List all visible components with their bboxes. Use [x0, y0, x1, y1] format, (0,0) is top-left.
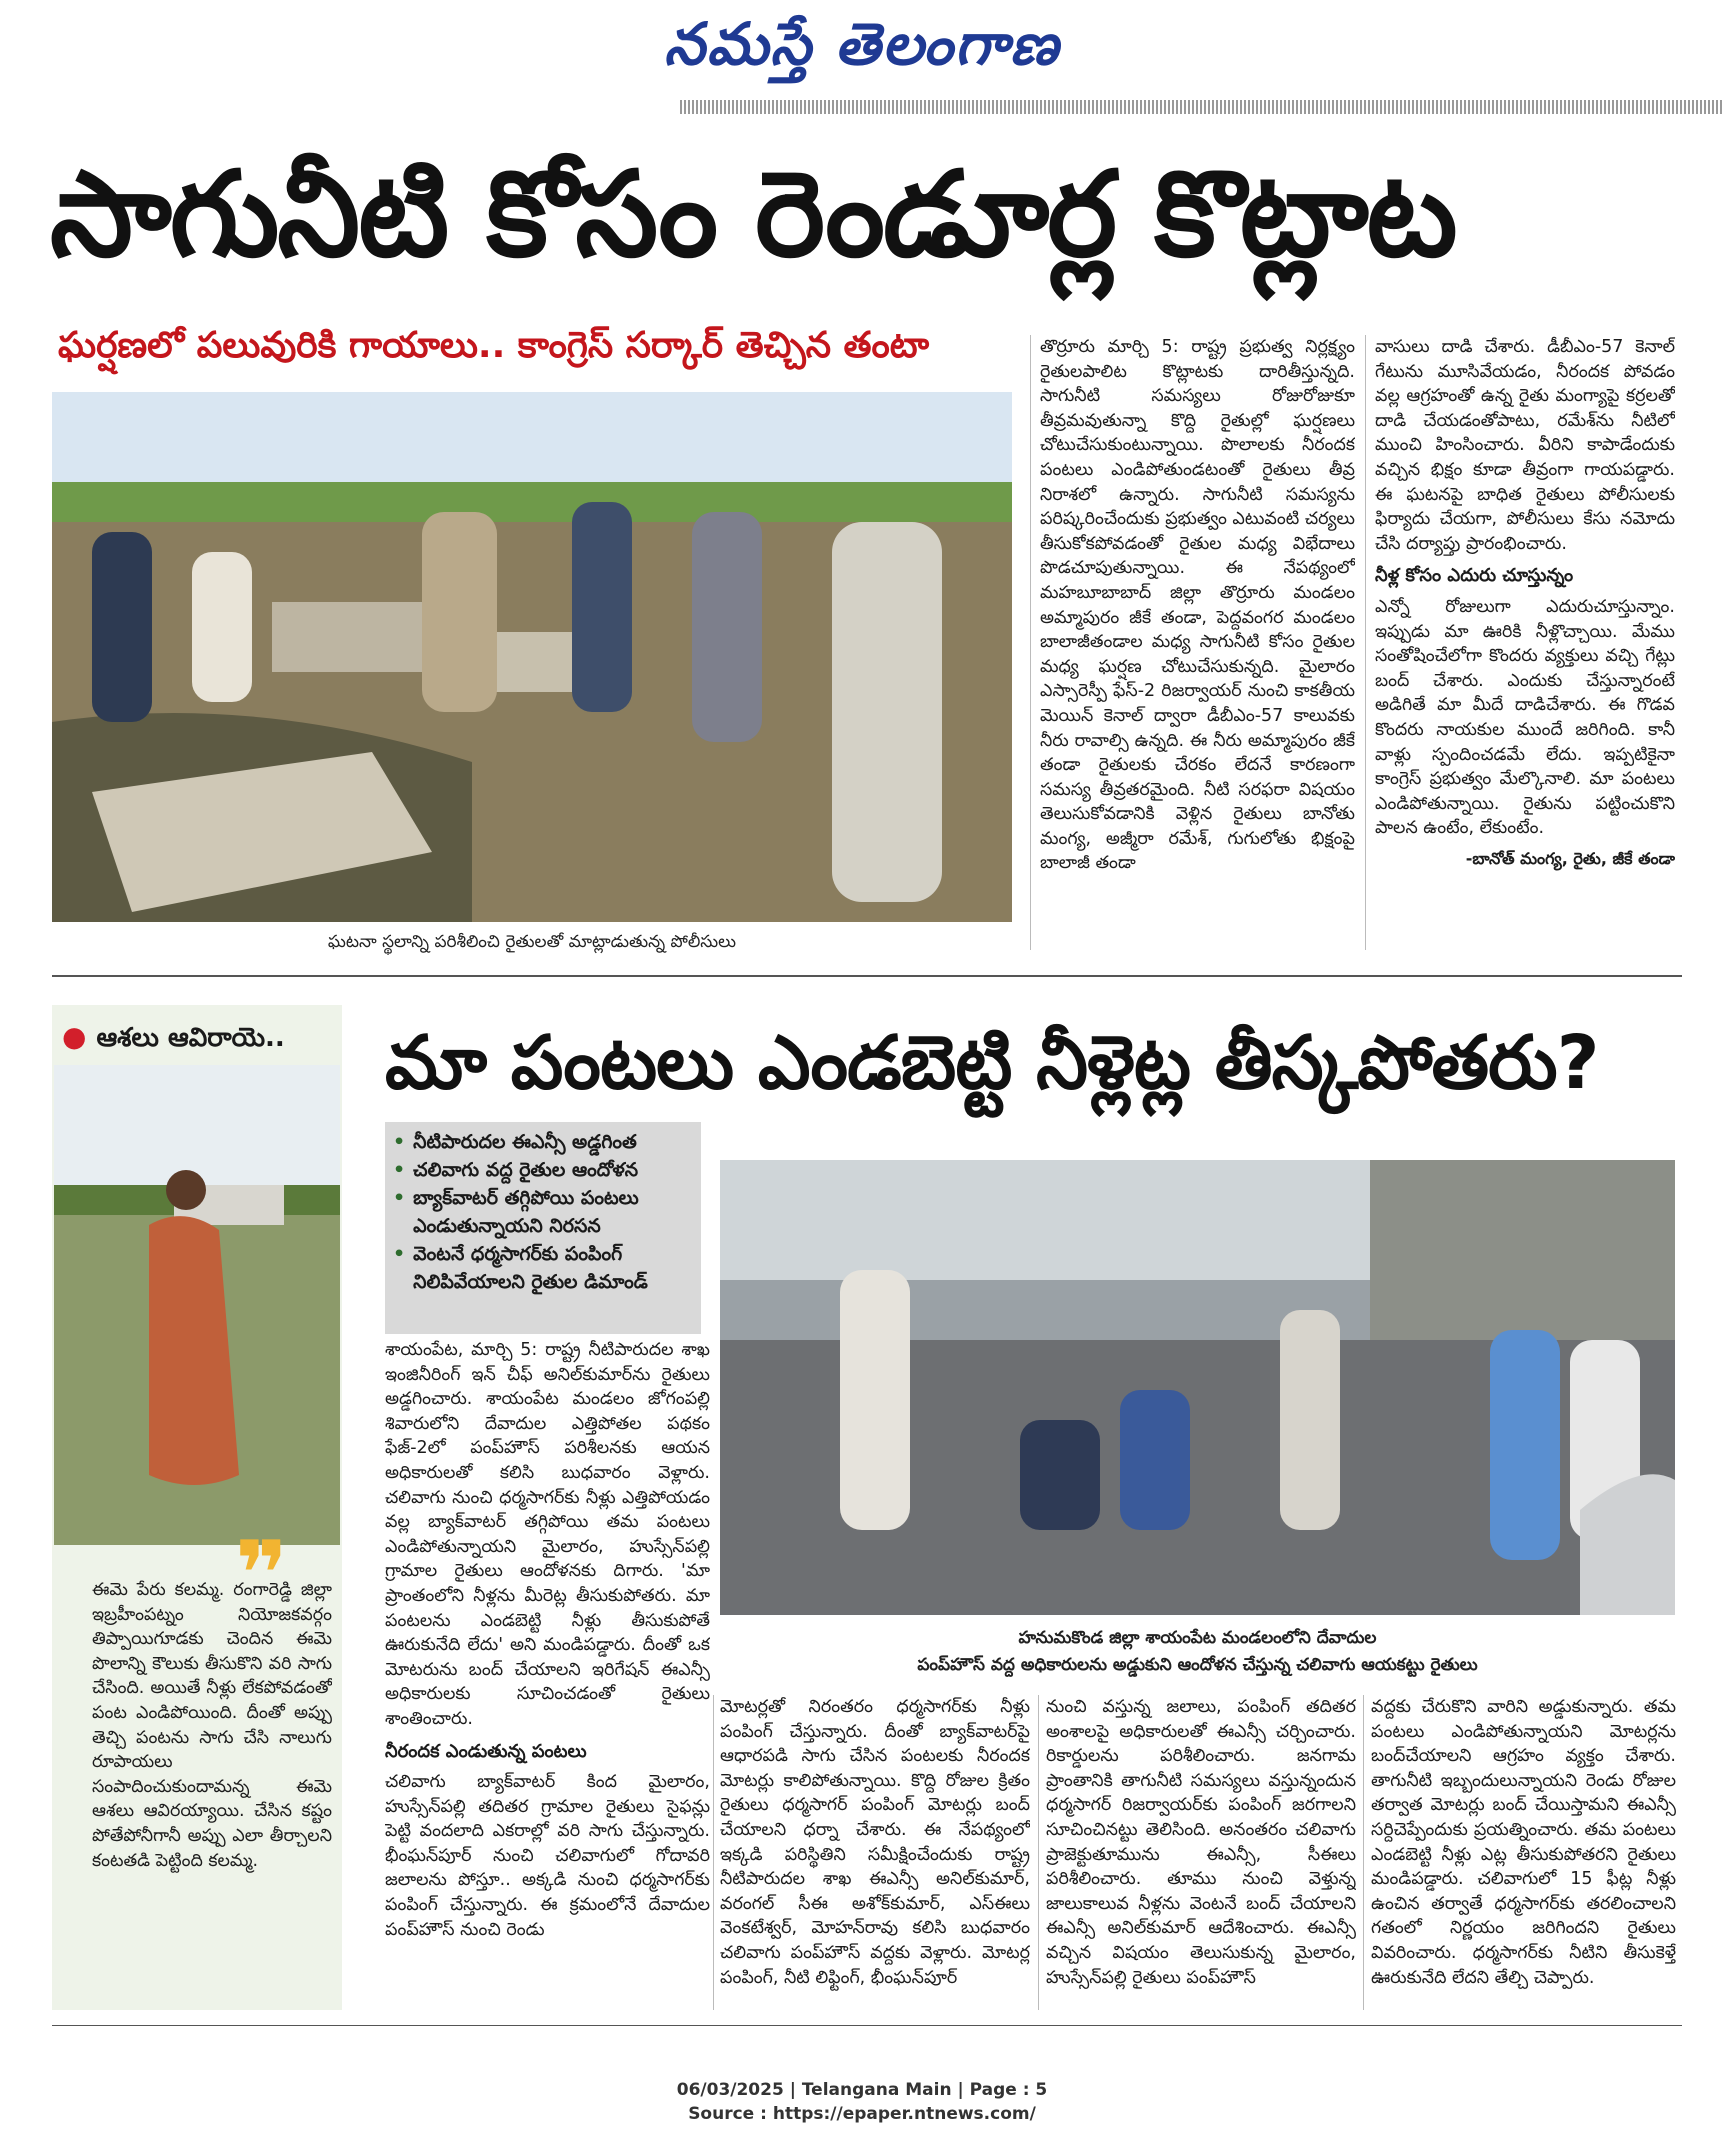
masthead: నమస్తే తెలంగాణ [664, 10, 1060, 78]
bullet-text: వెంటనే ధర్మసాగర్‌కు పంపింగ్ నిలిపివేయాలని రైతుల డిమాండ్ [413, 1243, 648, 1293]
sidebar-title-text: ఆశలు ఆవిరాయె.. [96, 1023, 285, 1053]
top-story-text-2: వాసులు దాడి చేశారు. డీబీఎం-57 కెనాల్ గేటును మూసివేయడం, నీరందక పోవడం వల్ల ఆగ్రహంతో ఉన్న రైతు మంగ్యాపై కర్రలతో దాడి చేయడంతోపాటు, రమేశ్‌ను నీటిలో ముంచి హింసించారు. వీరిని కాపాడేందుకు వచ్చిన భిక్షం కూడా తీవ్రంగా గాయపడ్డారు. ఈ ఘటనపై బాధిత రైతులు పోలీసులకు ఫిర్యాదు చేయగా, పోలీసులు కేసు నమోదు చేసి దర్యాప్తు ప్రారంభించారు. [1375, 337, 1675, 554]
bullet-icon: • [393, 1187, 406, 1209]
top-story-byline: -బానోత్ మంగ్య, రైతు, జీకే తండా [1465, 848, 1675, 868]
top-story-quote: ఎన్నో రోజులుగా ఎదురుచూస్తున్నాం. ఇప్పుడు మా ఊరికి నీళ్లొచ్చాయి. మేము సంతోషించేలోగా కొందరు వ్యక్తులు వచ్చి గేట్లు బంద్ చేశారు. ఎందుకు చేస్తున్నారంటే అడిగితే మా మీదే దాడిచేశారు. ఈ గొడవ కొందరు నాయకుల ముందే జరిగింది. కానీ వాళ్లు స్పందించడమే లేదు. ఇప్పటికైనా కాంగ్రెస్ ప్రభుత్వం మేల్కొనాలి. మా పంటలు ఎండిపోతున్నాయి. రైతును పట్టించుకొని పాలన ఉంటేం, లేకుంటేం. [1375, 596, 1675, 839]
bullet-item [393, 1240, 693, 1296]
subheadline-top-story: ఘర్షణలో పలువురికి గాయాలు.. కాంగ్రెస్ సర్కార్ తెచ్చిన తంటా [58, 325, 930, 366]
bullet-text: బ్యాక్‌వాటర్ తగ్గిపోయి పంటలు ఎండుతున్నాయని నిరసన [413, 1187, 639, 1237]
column-divider [1030, 335, 1031, 950]
section-divider [52, 975, 1682, 977]
photo-caption-second-2: పంప్‌హౌస్ వద్ద అధికారులను అడ్డుకుని ఆందోళన చేస్తున్న చలివాగు ఆయకట్టు రైతులు [917, 1655, 1478, 1675]
bullet-icon: • [393, 1131, 406, 1153]
sidebar-text [92, 1578, 332, 1998]
bullet-text: చలివాగు వద్ద రైతుల ఆందోళన [413, 1159, 639, 1181]
column-divider [713, 1695, 714, 2010]
column-divider [1365, 335, 1366, 950]
second-story-column-1 [385, 1338, 710, 2003]
bullet-dot-icon: ● [62, 1020, 87, 1053]
photo-police-inspecting-canal [52, 392, 1012, 922]
second-story-subhead: నీరందక ఎండుతున్న పంటలు [385, 1740, 587, 1762]
second-story-column-4 [1371, 1695, 1676, 2010]
photo-woman-in-field [54, 1065, 340, 1545]
second-story-text-2: మోటర్లతో నిరంతరం ధర్మసాగర్‌కు నీళ్లు పంపింగ్ చేస్తున్నారు. దీంతో బ్యాక్‌వాటర్‌పై ఆధారపడి సాగు చేసిన పంటలకు నీరందక మోటర్లు కాలిపోతున్నాయి. కొద్ది రోజుల క్రితం రైతులు ధర్మసాగర్ పంపింగ్ మోటర్లు బంద్ చేయాలని ధర్నా చేశారు. ఈ నేపథ్యంలో ఇక్కడి పరిస్థితిని సమీక్షించేందుకు రాష్ట్ర నీటిపారుదల శాఖ ఈఎన్సీ అనిల్‌కుమార్, వరంగల్ సీఈ అశోక్‌కుమార్, ఎస్ఈలు వెంకటేశ్వర్, మోహన్‌రావు కలిసి బుధవారం చలివాగు పంప్‌హౌస్ వద్దకు వెళ్లారు. మోటర్ల పంపింగ్, నీటి లిఫ్టింగ్, భీంఘన్‌పూర్ [720, 1697, 1030, 1988]
sidebar-text-body: ఈమె పేరు కలమ్మ. రంగారెడ్డి జిల్లా ఇబ్రహీంపట్నం నియోజకవర్గం తిప్పాయిగూడకు చెందిన ఈమె పొలాన్ని కౌలుకు తీసుకొని వరి సాగు చేసింది. అయితే నీళ్లు లేకపోవడంతో పంట ఎండిపోయింది. దీంతో అప్పు తెచ్చి పంటను సాగు చేసి నాలుగు రూపాయలు సంపాదించుకుందామన్న ఈమె ఆశలు ఆవిరయ్యాయి. చేసిన కష్టం పోతేపోనీగానీ అప్పు ఎలా తీర్చాలని కంటతడి పెట్టింది కలమ్మ. [92, 1580, 332, 1871]
photo-caption-top: ఘటనా స్థలాన్ని పరిశీలించి రైతులతో మాట్లాడుతున్న పోలీసులు [327, 932, 737, 952]
second-story-column-2 [720, 1695, 1030, 2010]
second-story-text-1: శాయంపేట, మార్చి 5: రాష్ట్ర నీటిపారుదల శాఖ ఇంజినీరింగ్ ఇన్ చీఫ్ అనిల్‌కుమార్‌ను రైతులు అడ్డగించారు. శాయంపేట మండలం జోగంపల్లి శివారులోని దేవాదుల ఎత్తిపోతల పథకం ఫేజ్-2లో పంప్‌హౌస్ పరిశీలనకు ఆయన అధికారులతో కలిసి బుధవారం వెళ్లారు. చలివాగు నుంచి ధర్మసాగర్‌కు నీళ్లు ఎత్తిపోయడం వల్ల బ్యాక్‌వాటర్ తగ్గిపోయి తమ పంటలు ఎండిపోతున్నాయని మైలారం, హుస్సేన్‌పల్లి గ్రామాల రైతులు ఆందోళనకు దిగారు. 'మా ప్రాంతంలోని నీళ్లను మీరెట్ల తీసుకుపోతరు. మా పంటలను ఎండబెట్టి నీళ్లు తీసుకుపోతే ఊరుకునేది లేదు' అని మండిపడ్డారు. దీంతో ఒక మోటరును బంద్ చేయాలని ఇరిగేషన్ ఈఎన్సీ అధికారులకు సూచించడంతో రైతులు శాంతించారు. [385, 1340, 710, 1729]
photo-farmers-protest [720, 1160, 1675, 1615]
bullet-text: నీటిపారుదల ఈఎన్సీ అడ్డగింత [413, 1131, 637, 1153]
second-story-text-4: వద్దకు చేరుకొని వారిని అడ్డుకున్నారు. తమ పంటలు ఎండిపోతున్నాయని మోటర్లను బంద్‌చేయాలని ఆగ్రహం వ్యక్తం చేశారు. తాగునీటి ఇబ్బందులున్నాయని రెండు రోజుల తర్వాత మోటర్లు బంద్ చేయిస్తామని ఈఎన్సీ సర్దిచెప్పేందుకు ప్రయత్నించారు. తమ పంటలు ఎండబెట్టి నీళ్లు ఎట్ల తీసుకుపోతరని రైతులు మండిపడ్డారు. చలివాగులో 15 ఫీట్ల నీళ్లు ఉంచిన తర్వాతే ధర్మసాగర్‌కు తరలించాలని గతంలో నిర్ణయం జరిగిందని రైతులు వివరించారు. ధర్మసాగర్‌కు నీటిని తీసుకెళ్తే ఊరుకునేది లేదని తేల్చి చెప్పారు. [1371, 1697, 1676, 1988]
quote-icon: ❞ [235, 1522, 288, 1627]
second-story-text-3: నుంచి వస్తున్న జలాలు, పంపింగ్ తదితర అంశాలపై అధికారులతో ఈఎన్సీ చర్చించారు. రికార్డులను పరిశీలించారు. జనగామ ప్రాంతానికి తాగునీటి సమస్యలు వస్తున్నందున ధర్మసాగర్ రిజర్వాయర్‌కు పంపింగ్ జరగాలని సూచించినట్టు తెలిసింది. అనంతరం చలివాగు ప్రాజెక్టుతూమును ఈఎన్సీ, సీఈలు పరిశీలించారు. తూము నుంచి వెళ్తున్న జాలుకాలువ నీళ్లను వెంటనే బంద్ చేయాలని ఈఎన్సీ అనిల్‌కుమార్ ఆదేశించారు. ఈఎన్సీ వచ్చిన విషయం తెలుసుకున్న మైలారం, హుస్సేన్‌పల్లి రైతులు పంప్‌హౌస్ [1046, 1697, 1356, 1988]
footer-date-page: 06/03/2025 | Telangana Main | Page : 5 [676, 2080, 1048, 2100]
footer-source: Source : https://epaper.ntnews.com/ [688, 2104, 1036, 2124]
bullet-item [393, 1156, 693, 1184]
headline-second-story: మా పంటలు ఎండబెట్టి నీళ్లెట్ల తీస్కపోతరు? [385, 1020, 1599, 1106]
column-divider [1038, 1695, 1039, 2010]
masthead-rule [680, 100, 1724, 114]
top-story-column-2 [1375, 335, 1675, 955]
bullet-highlights [385, 1122, 701, 1334]
bullet-icon: • [393, 1243, 406, 1265]
second-story-text-1b: చలివాగు బ్యాక్‌వాటర్ కింద మైలారం, హుస్సేన్‌పల్లి తదితర గ్రామాల రైతులు సైఫన్లు పెట్టి వందలాది ఎకరాల్లో వరి సాగు చేస్తున్నారు. భీంఘన్‌పూర్ నుంచి చలివాగులో గోదావరి జలాలను పోస్తూ.. అక్కడి నుంచి ధర్మసాగర్‌కు పంపింగ్ చేస్తున్నారు. ఈ క్రమంలోనే దేవాదుల పంప్‌హౌస్ నుంచి రెండు [385, 1772, 710, 1940]
column-divider [1363, 1695, 1364, 2010]
top-story-text-1: తొర్రూరు మార్చి 5: రాష్ట్ర ప్రభుత్వ నిర్లక్ష్యం రైతులపాలిట కొట్లాటకు దారితీస్తున్నది. సాగునీటి సమస్యలు రోజురోజుకూ తీవ్రమవుతున్నా కొద్ది రైతుల్లో ఘర్షణలు చోటుచేసుకుంటున్నాయి. పొలాలకు నీరందక పంటలు ఎండిపోతుండటంతో రైతులు తీవ్ర నిరాశలో ఉన్నారు. సాగునీటి సమస్యను పరిష్కరించేందుకు ప్రభుత్వం ఎటువంటి చర్యలు తీసుకోకపోవడంతో రైతుల మధ్య విభేదాలు పొడచూపుతున్నాయి. ఈ నేపథ్యంలో మహబూబాబాద్ జిల్లా తొర్రూరు మండలం అమ్మాపురం జీకే తండా, పెద్దవంగర మండలం బాలాజీతండాల మధ్య సాగునీటి కోసం రైతుల మధ్య ఘర్షణ చోటుచేసుకున్నది. మైలారం ఎస్సారెస్పీ ఫేస్-2 రిజర్వాయర్ నుంచి కాకతీయ మెయిన్ కెనాల్ ద్వారా డీబీఎం-57 కాలువకు నీరు రావాల్సి ఉన్నది. ఈ నీరు అమ్మాపురం జీకే తండా రైతులకు చేరకం లేదనే కారణంగా సమస్య తీవ్రతరమైంది. నీటి సరఫరా విషయం తెలుసుకోవడానికి వెళ్లిన రైతులు బానోతు మంగ్య, అజ్మీరా రమేశ్, గుగులోతు భిక్షంపై బాలాజీ తండా [1040, 337, 1355, 874]
headline-top-story: సాగునీటి కోసం రెండూర్ల కొట్లాట [50, 145, 1456, 283]
sidebar-title [62, 1020, 285, 1059]
second-story-column-3 [1046, 1695, 1356, 2010]
photo-caption-second-1: హనుమకొండ జిల్లా శాయంపేట మండలంలోని దేవాదుల [1018, 1628, 1377, 1648]
bullet-item [393, 1128, 693, 1156]
bullet-icon: • [393, 1159, 406, 1181]
top-story-subhead: నీళ్ల కోసం ఎదురు చూస్తున్నం [1375, 565, 1574, 587]
bullet-item [393, 1184, 693, 1240]
top-story-column-1 [1040, 335, 1355, 955]
bottom-rule [52, 2025, 1682, 2026]
